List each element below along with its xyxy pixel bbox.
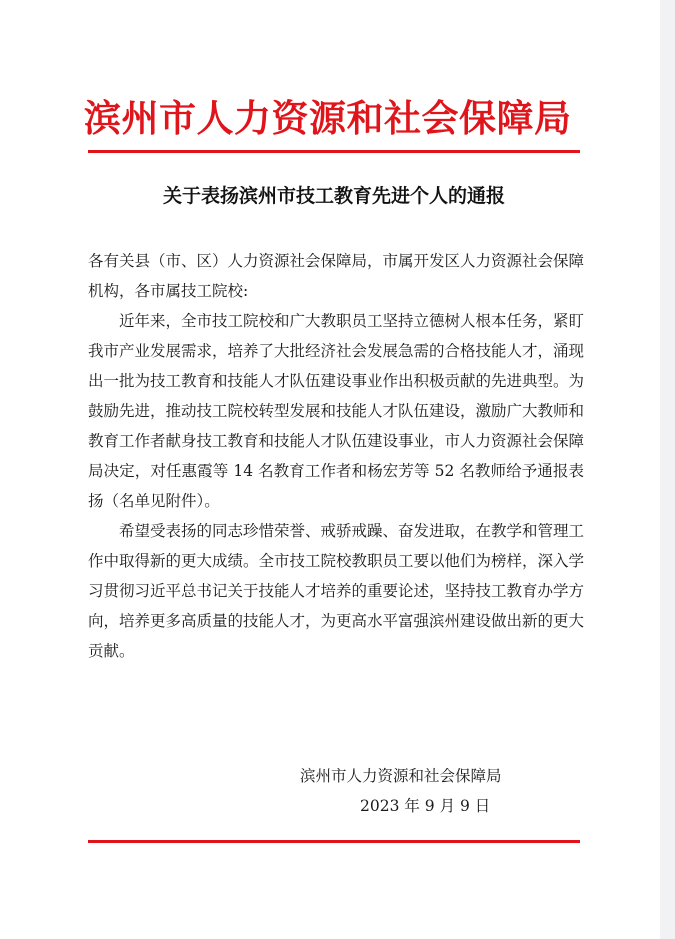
salutation: 各有关县（市、区）人力资源社会保障局，市属开发区人力资源社会保障机构，各市属技工院校: (88, 252, 585, 300)
issuing-organization-header: 滨州市人力资源和社会保障局 (84, 96, 572, 140)
red-header-divider (88, 150, 580, 153)
body-paragraph-1: 近年来，全市技工院校和广大教职员工坚持立德树人根本任务，紧盯我市产业发展需求，培养了大批经济社会发展急需的合格技能人才，涌现出一批为技工教育和技能人才队伍建设事业作出积极贡献的先进典型。为鼓励先进，推动技工院校转型发展和技能人才队伍建设，激励广大教师和教育工作者献身技工教育和技能人才队伍建设事业，市人力资源社会保障局决定，对任惠霞等 14 名教育工作者和杨宏芳等 52 名教师给予通报表扬（名单见附件）。 (88, 312, 585, 510)
body-paragraph-2: 希望受表扬的同志珍惜荣誉、戒骄戒躁、奋发进取，在教学和管理工作中取得新的更大成绩。全市技工院校教职员工要以他们为榜样，深入学习贯彻习近平总书记关于技能人才培养的重要论述，坚持技工教育办学方向，培养更多高质量的技能人才，为更高水平富强滨州建设做出新的更大贡献。 (88, 522, 585, 660)
document-title: 关于表扬滨州市技工教育先进个人的通报 (162, 185, 505, 207)
document-body (88, 246, 584, 666)
signature-date: 2023 年 9 月 9 日 (360, 797, 491, 815)
signature-organization: 滨州市人力资源和社会保障局 (300, 767, 502, 785)
red-footer-divider (88, 840, 580, 843)
viewer-side-margin (660, 0, 675, 939)
